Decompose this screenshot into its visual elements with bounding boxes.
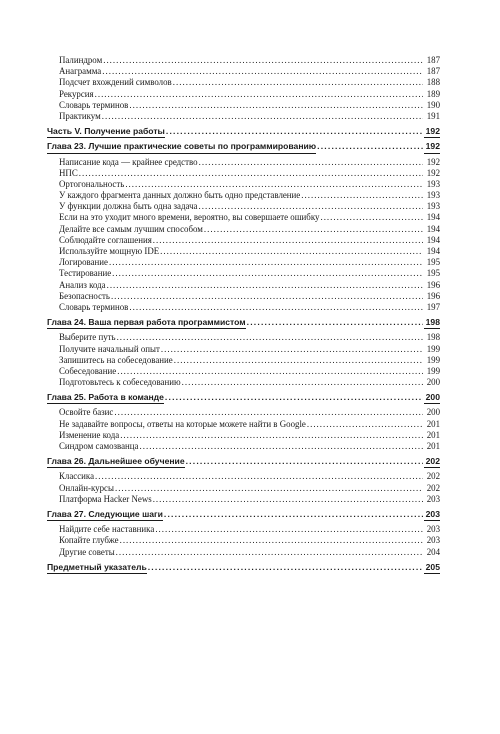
toc-page-number: 198 (424, 317, 440, 329)
toc-section-entry (47, 190, 440, 201)
toc-section-entry (47, 100, 440, 111)
toc-entry-title: Подсчет вхождений символов (59, 77, 172, 88)
toc-section-entry (47, 55, 440, 66)
toc-section-entry (47, 366, 440, 377)
toc-dot-leader (129, 100, 423, 111)
toc-page-number: 189 (426, 88, 440, 99)
toc-entry-title: У функции должна быть одна задача (59, 201, 198, 212)
toc-section-entry (47, 483, 440, 494)
toc-dot-leader (204, 224, 423, 235)
toc-page-number: 201 (426, 429, 440, 440)
toc-page-number: 195 (426, 268, 440, 279)
toc-entry-title: Глава 23. Лучшие практические советы по программированию (47, 141, 316, 153)
toc-dot-leader (164, 509, 423, 520)
toc-entry-title: Онлайн-курсы (59, 482, 114, 493)
toc-entry-title: Тестирование (59, 268, 112, 279)
toc-page-number: 199 (426, 365, 440, 376)
toc-entry-title: Глава 24. Ваша первая работа программистом (47, 317, 246, 329)
toc-entry-title: Платформа Hacker News (59, 493, 152, 504)
toc-dot-leader (116, 547, 423, 558)
toc-section-entry (47, 246, 440, 257)
toc-dot-leader (247, 317, 423, 328)
toc-section-entry (47, 179, 440, 190)
toc-page-number: 194 (426, 246, 440, 256)
table-of-contents (47, 55, 440, 573)
toc-chapter-entry (47, 317, 440, 328)
toc-page-number: 188 (426, 77, 440, 88)
toc-entry-title: Найдите себе наставника (59, 524, 155, 535)
toc-chapter-entry (47, 392, 440, 403)
toc-dot-leader (102, 66, 423, 77)
toc-entry-title: Предметный указатель (47, 562, 147, 574)
toc-entry-title: Ортогональность (59, 178, 125, 189)
toc-entry-title: Словарь терминов (59, 301, 129, 312)
toc-section-entry (47, 344, 440, 355)
toc-chapter-entry (47, 562, 440, 573)
toc-page-number: 199 (426, 343, 440, 354)
toc-entry-title: Анаграмма (59, 66, 102, 77)
toc-page-number: 195 (426, 257, 440, 268)
toc-dot-leader (182, 377, 423, 388)
toc-dot-leader (317, 141, 423, 152)
toc-page-number: 203 (424, 509, 440, 521)
toc-entry-title: Глава 26. Дальнейшее обучение (47, 456, 185, 468)
toc-section-entry (47, 66, 440, 77)
toc-entry-title: Соблюдайте соглашения (59, 234, 152, 245)
toc-entry-title: Другие советы (59, 546, 115, 557)
toc-entry-title: Практикум (59, 110, 101, 121)
toc-page-number: 201 (426, 441, 440, 451)
toc-section-entry (47, 291, 440, 302)
toc-page-number: 193 (426, 178, 440, 189)
toc-entry-title: Копайте глубже (59, 535, 119, 546)
toc-entry-title: Глава 25. Работа в команде (47, 392, 164, 404)
toc-entry-title: Изменение кода (59, 429, 120, 440)
toc-entry-title: Классика (59, 471, 95, 482)
toc-entry-title: Словарь терминов (59, 99, 129, 110)
toc-chapter-entry (47, 509, 440, 520)
toc-page-number: 192 (424, 141, 440, 153)
toc-section-entry (47, 111, 440, 122)
toc-section-entry (47, 419, 440, 430)
toc-dot-leader (198, 201, 423, 212)
toc-dot-leader (103, 55, 423, 66)
toc-entry-title: Делайте все самым лучшим способом (59, 223, 203, 234)
toc-dot-leader (160, 246, 423, 257)
toc-entry-title: Собеседование (59, 365, 117, 376)
toc-dot-leader (95, 89, 423, 100)
toc-dot-leader (129, 302, 423, 313)
toc-dot-leader (166, 126, 423, 137)
toc-page-number: 192 (426, 167, 440, 178)
toc-dot-leader (155, 524, 423, 535)
toc-dot-leader (320, 212, 423, 223)
toc-page-number: 196 (426, 279, 440, 290)
toc-dot-leader (165, 392, 423, 403)
toc-entry-title: Выберите путь (59, 332, 116, 343)
toc-section-entry (47, 235, 440, 246)
toc-page-number: 203 (426, 535, 440, 546)
toc-section-entry (47, 430, 440, 441)
toc-section-entry (47, 224, 440, 235)
toc-page-number: 203 (426, 493, 440, 504)
toc-section-entry (47, 212, 440, 223)
toc-dot-leader (125, 179, 423, 190)
toc-page-number: 196 (426, 290, 440, 301)
toc-entry-title: Анализ кода (59, 279, 106, 290)
toc-entry-title: Глава 27. Следующие шаги (47, 509, 163, 521)
toc-dot-leader (139, 441, 423, 452)
toc-section-entry (47, 157, 440, 168)
toc-entry-title: У каждого фрагмента данных должно быть одно представление (59, 190, 301, 201)
toc-page-number: 190 (426, 99, 440, 110)
toc-page-number: 199 (426, 354, 440, 365)
toc-section-entry (47, 407, 440, 418)
toc-entry-title: Часть V. Получение работы (47, 126, 165, 138)
toc-page-number: 205 (424, 562, 440, 574)
toc-page-number: 200 (426, 377, 440, 388)
toc-section-entry (47, 441, 440, 452)
toc-entry-title: Если на это уходит много времени, вероятно, вы совершаете ошибку (59, 212, 320, 223)
toc-page-number: 197 (426, 301, 440, 312)
toc-section-entry (47, 535, 440, 546)
toc-dot-leader (153, 235, 423, 246)
toc-dot-leader (95, 471, 423, 482)
toc-page-number: 192 (426, 156, 440, 167)
toc-page-number: 204 (426, 546, 440, 557)
toc-section-entry (47, 268, 440, 279)
toc-entry-title: НПС (59, 167, 78, 178)
toc-dot-leader (120, 535, 423, 546)
toc-dot-leader (307, 419, 423, 430)
toc-page-number: 194 (426, 234, 440, 245)
toc-page-number: 202 (426, 482, 440, 493)
toc-section-entry (47, 332, 440, 343)
toc-section-entry (47, 168, 440, 179)
toc-dot-leader (199, 157, 423, 168)
toc-dot-leader (115, 483, 423, 494)
toc-entry-title: Безопасность (59, 290, 110, 301)
toc-dot-leader (117, 366, 423, 377)
toc-dot-leader (161, 344, 423, 355)
toc-page-number: 194 (426, 223, 440, 234)
toc-section-entry (47, 494, 440, 505)
toc-entry-title: Используйте мощную IDE (59, 246, 160, 256)
toc-section-entry (47, 201, 440, 212)
toc-dot-leader (153, 494, 423, 505)
toc-page-number: 187 (426, 66, 440, 77)
toc-dot-leader (117, 332, 423, 343)
toc-section-entry (47, 355, 440, 366)
toc-page-number: 200 (426, 407, 440, 418)
toc-dot-leader (107, 280, 423, 291)
toc-chapter-entry (47, 126, 440, 137)
toc-page-number: 201 (426, 418, 440, 429)
toc-section-entry (47, 377, 440, 388)
toc-entry-title: Получите начальный опыт (59, 343, 160, 354)
toc-dot-leader (301, 190, 423, 201)
toc-dot-leader (120, 430, 423, 441)
toc-page-number: 202 (424, 456, 440, 468)
toc-section-entry (47, 257, 440, 268)
toc-page-number: 191 (426, 110, 440, 121)
toc-entry-title: Палиндром (59, 55, 103, 65)
toc-dot-leader (148, 562, 423, 573)
toc-section-entry (47, 89, 440, 100)
toc-page-number: 198 (426, 332, 440, 343)
toc-section-entry (47, 547, 440, 558)
toc-section-entry (47, 524, 440, 535)
toc-dot-leader (102, 111, 423, 122)
toc-section-entry (47, 77, 440, 88)
toc-page-number: 193 (426, 190, 440, 201)
toc-page-number: 187 (426, 55, 440, 65)
toc-dot-leader (112, 268, 423, 279)
toc-dot-leader (186, 456, 423, 467)
toc-dot-leader (109, 257, 423, 268)
toc-page-number: 203 (426, 524, 440, 535)
toc-page-number: 200 (424, 392, 440, 404)
toc-entry-title: Логирование (59, 257, 108, 268)
toc-page-number: 192 (424, 126, 440, 138)
toc-page-number: 194 (426, 212, 440, 223)
toc-chapter-entry (47, 141, 440, 152)
toc-entry-title: Запишитесь на собеседование (59, 354, 173, 365)
toc-dot-leader (173, 77, 423, 88)
toc-entry-title: Подготовьтесь к собеседованию (59, 377, 181, 388)
toc-entry-title: Написание кода — крайнее средство (59, 156, 198, 167)
toc-dot-leader (79, 168, 423, 179)
toc-dot-leader (114, 407, 423, 418)
toc-chapter-entry (47, 456, 440, 467)
toc-entry-title: Рекурсия (59, 88, 94, 99)
toc-section-entry (47, 471, 440, 482)
toc-page-number: 202 (426, 471, 440, 482)
toc-entry-title: Освойте базис (59, 407, 114, 418)
toc-section-entry (47, 280, 440, 291)
toc-page-number: 193 (426, 201, 440, 212)
toc-section-entry (47, 302, 440, 313)
toc-dot-leader (174, 355, 423, 366)
toc-dot-leader (111, 291, 423, 302)
toc-entry-title: Не задавайте вопросы, ответы на которые можете найти в Google (59, 418, 306, 429)
toc-entry-title: Синдром самозванца (59, 441, 139, 451)
